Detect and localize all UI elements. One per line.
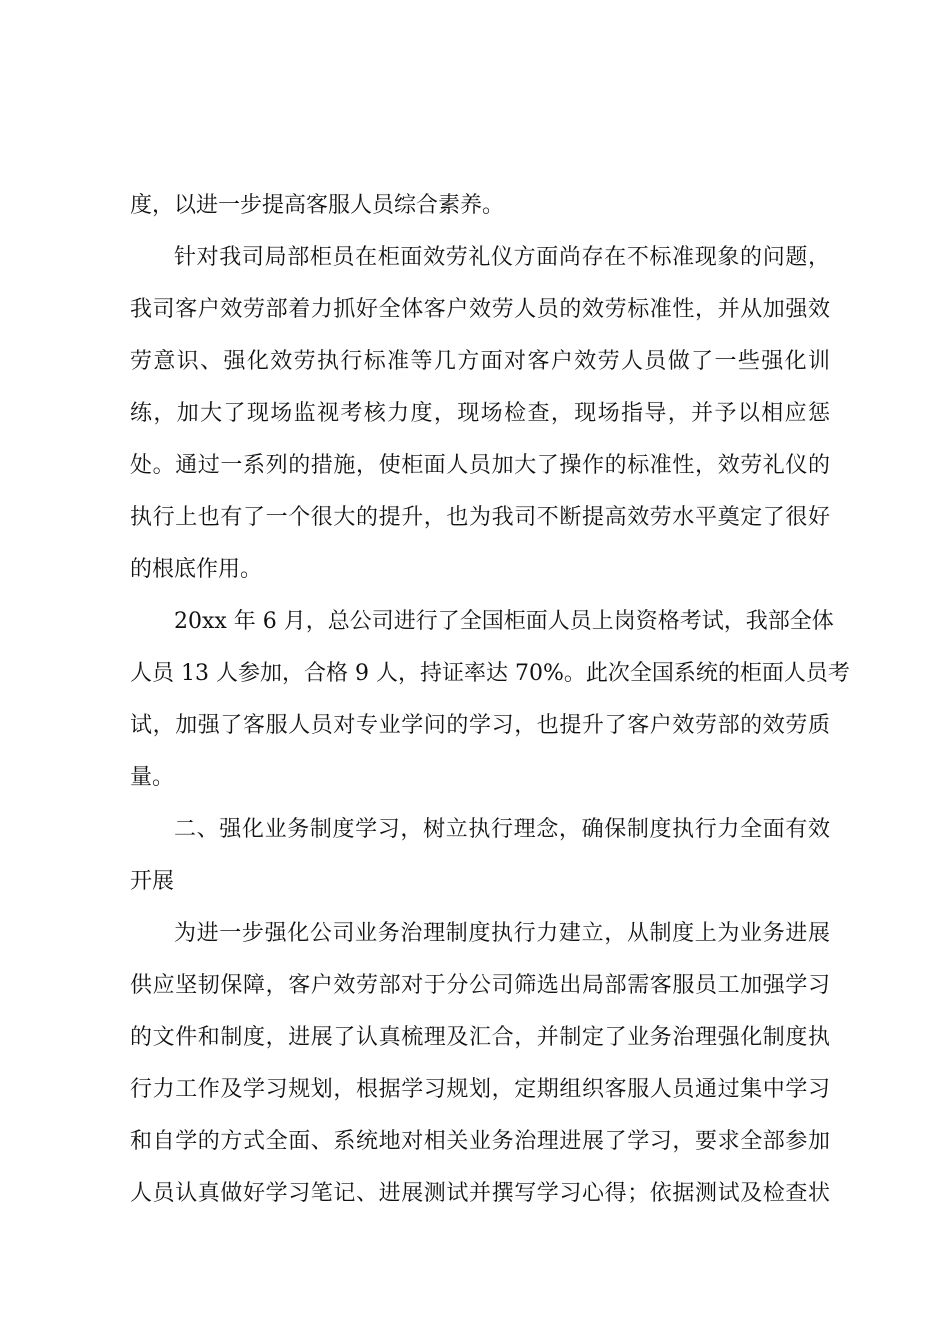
paragraph-line: 量。 bbox=[130, 765, 175, 790]
paragraph-line: 处。通过一系列的措施，使柜面人员加大了操作的标准性，效劳礼仪的 bbox=[130, 453, 830, 478]
paragraph-line: 练，加大了现场监视考核力度，现场检查，现场指导，并予以相应惩 bbox=[130, 401, 830, 426]
paragraph-line: 人员 13 人参加，合格 9 人，持证率达 70%。此次全国系统的柜面人员考 bbox=[130, 661, 850, 686]
paragraph-line: 行力工作及学习规划，根据学习规划，定期组织客服人员通过集中学习 bbox=[130, 1077, 830, 1102]
paragraph-line: 我司客户效劳部着力抓好全体客户效劳人员的效劳标准性，并从加强效 bbox=[130, 297, 830, 322]
paragraph-line: 执行上也有了一个很大的提升，也为我司不断提高效劳水平奠定了很好 bbox=[130, 505, 830, 530]
paragraph-line: 的根底作用。 bbox=[130, 557, 263, 582]
paragraph-line: 和自学的方式全面、系统地对相关业务治理进展了学习，要求全部参加 bbox=[130, 1129, 830, 1154]
section-heading-line: 二、强化业务制度学习，树立执行理念，确保制度执行力全面有效 bbox=[174, 817, 830, 842]
paragraph-line: 为进一步强化公司业务治理制度执行力建立，从制度上为业务进展 bbox=[174, 921, 830, 946]
paragraph-line: 劳意识、强化效劳执行标准等几方面对客户效劳人员做了一些强化训 bbox=[130, 349, 830, 374]
paragraph-line: 20xx 年 6 月，总公司进行了全国柜面人员上岗资格考试，我部全体 bbox=[174, 609, 834, 634]
paragraph-line: 试，加强了客服人员对专业学问的学习，也提升了客户效劳部的效劳质 bbox=[130, 713, 830, 738]
paragraph-line: 针对我司局部柜员在柜面效劳礼仪方面尚存在不标准现象的问题， bbox=[174, 245, 830, 270]
section-heading-line: 开展 bbox=[130, 869, 175, 894]
paragraph-line: 度，以进一步提高客服人员综合素养。 bbox=[130, 193, 505, 218]
paragraph-line: 的文件和制度，进展了认真梳理及汇合，并制定了业务治理强化制度执 bbox=[130, 1025, 830, 1050]
paragraph-line: 供应坚韧保障，客户效劳部对于分公司筛选出局部需客服员工加强学习 bbox=[130, 973, 830, 998]
paragraph-line: 人员认真做好学习笔记、进展测试并撰写学习心得；依据测试及检查状 bbox=[130, 1181, 830, 1206]
